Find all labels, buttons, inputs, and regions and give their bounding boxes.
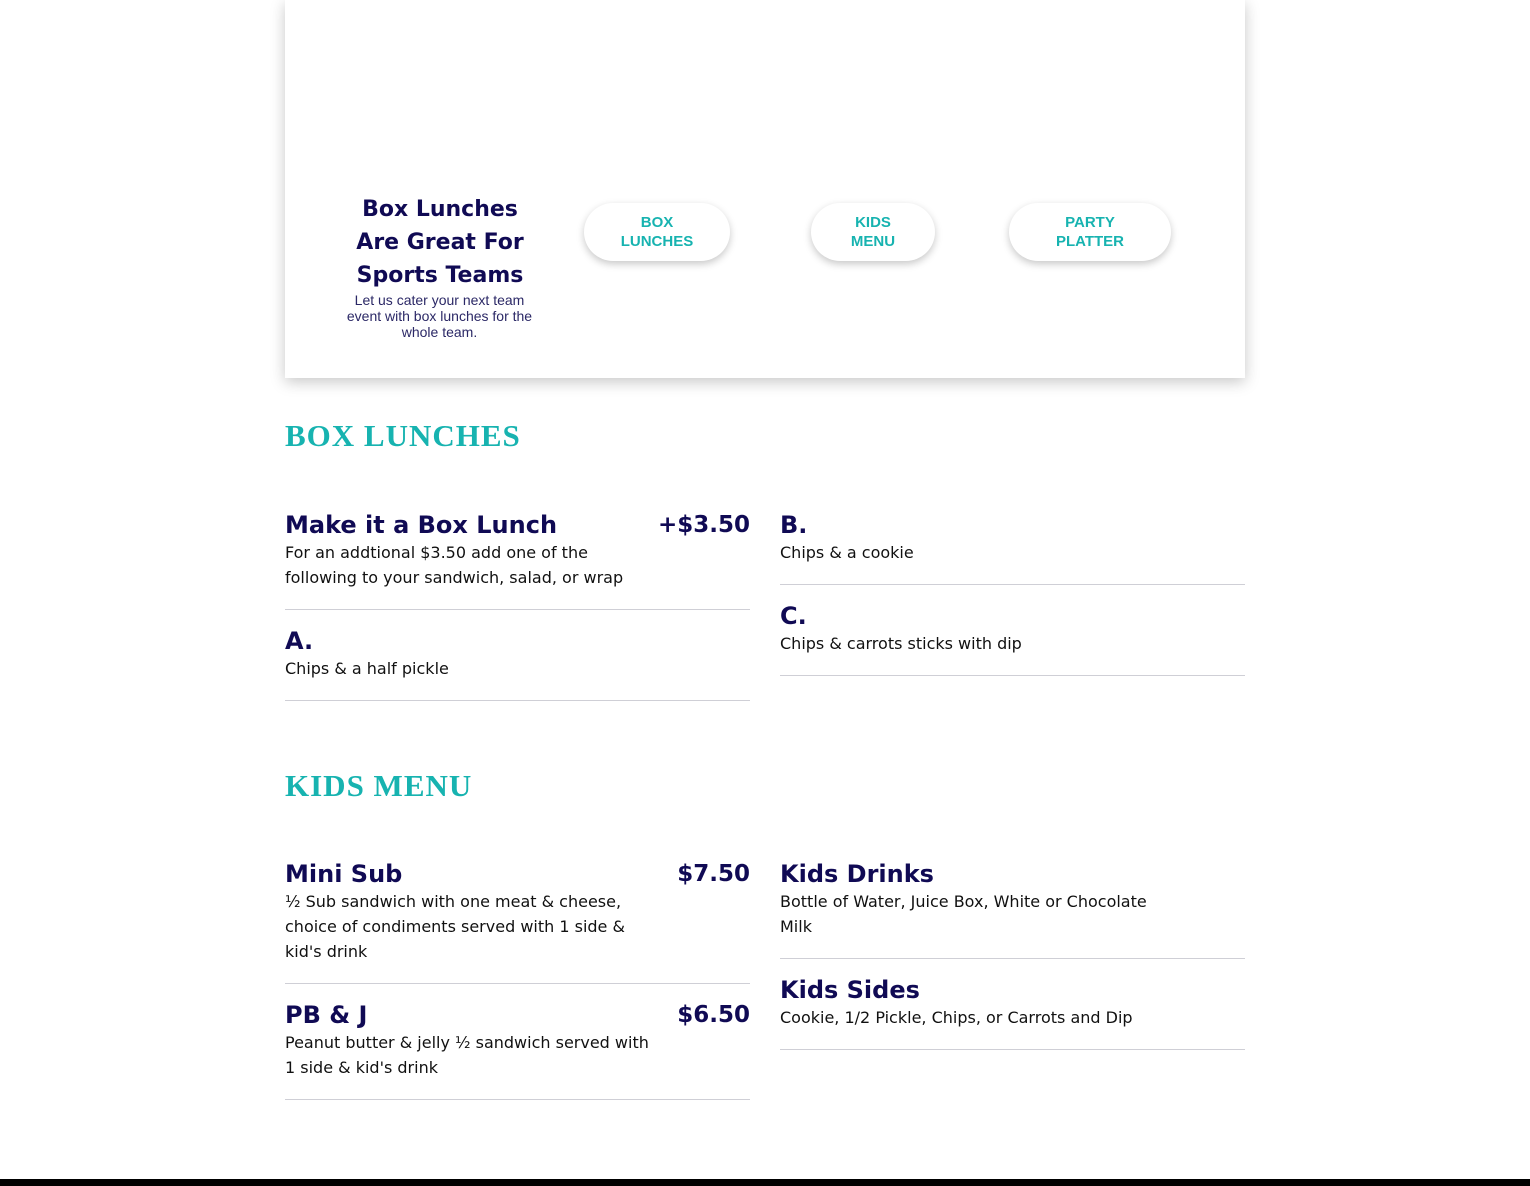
item-name: C. — [780, 602, 807, 630]
item-price: +$3.50 — [657, 512, 750, 538]
menu-item-b — [780, 510, 1245, 585]
menu-item-kids-sides — [780, 975, 1245, 1050]
kids-menu-button[interactable]: KIDS MENU — [811, 203, 935, 261]
item-name: B. — [780, 511, 808, 539]
item-name: PB & J — [285, 1001, 368, 1029]
menu-item-make-box-lunch — [285, 510, 750, 610]
item-price: $6.50 — [677, 1002, 750, 1028]
party-platter-button[interactable]: PARTY PLATTER — [1009, 203, 1171, 261]
hero-heading: Box Lunches Are Great For Sports Teams — [356, 197, 524, 288]
item-description: Cookie, 1/2 Pickle, Chips, or Carrots and Dip — [780, 1008, 1133, 1027]
section-title-kids-menu: KIDS MENU — [285, 768, 473, 803]
item-name: Make it a Box Lunch — [285, 511, 558, 539]
box-lunches-button[interactable]: BOX LUNCHES — [584, 203, 730, 261]
item-description: Bottle of Water, Juice Box, White or Chocolate Milk — [780, 892, 1147, 936]
menu-item-mini-sub — [285, 859, 750, 984]
menu-item-kids-drinks — [780, 859, 1245, 959]
item-description: Chips & carrots sticks with dip — [780, 634, 1022, 653]
item-name: Kids Sides — [780, 976, 920, 1004]
menu-item-pb-and-j — [285, 1000, 750, 1100]
hero-subtext: Let us cater your next team event with box lunches for the whole team. — [346, 292, 533, 340]
item-description: ½ Sub sandwich with one meat & cheese, choice of condiments served with 1 side & kid's drink — [285, 892, 625, 961]
item-description: Peanut butter & jelly ½ sandwich served with 1 side & kid's drink — [285, 1033, 649, 1077]
item-name: A. — [285, 627, 314, 655]
footer-bar — [0, 1179, 1530, 1186]
item-description: For an addtional $3.50 add one of the following to your sandwich, salad, or wrap — [285, 543, 624, 587]
section-title-box-lunches: BOX LUNCHES — [285, 418, 521, 453]
item-name: Kids Drinks — [780, 860, 934, 888]
item-description: Chips & a half pickle — [285, 659, 449, 678]
item-price: $7.50 — [677, 861, 750, 887]
item-description: Chips & a cookie — [780, 543, 914, 562]
menu-item-a — [285, 626, 750, 701]
menu-item-c — [780, 601, 1245, 676]
item-name: Mini Sub — [285, 860, 403, 888]
